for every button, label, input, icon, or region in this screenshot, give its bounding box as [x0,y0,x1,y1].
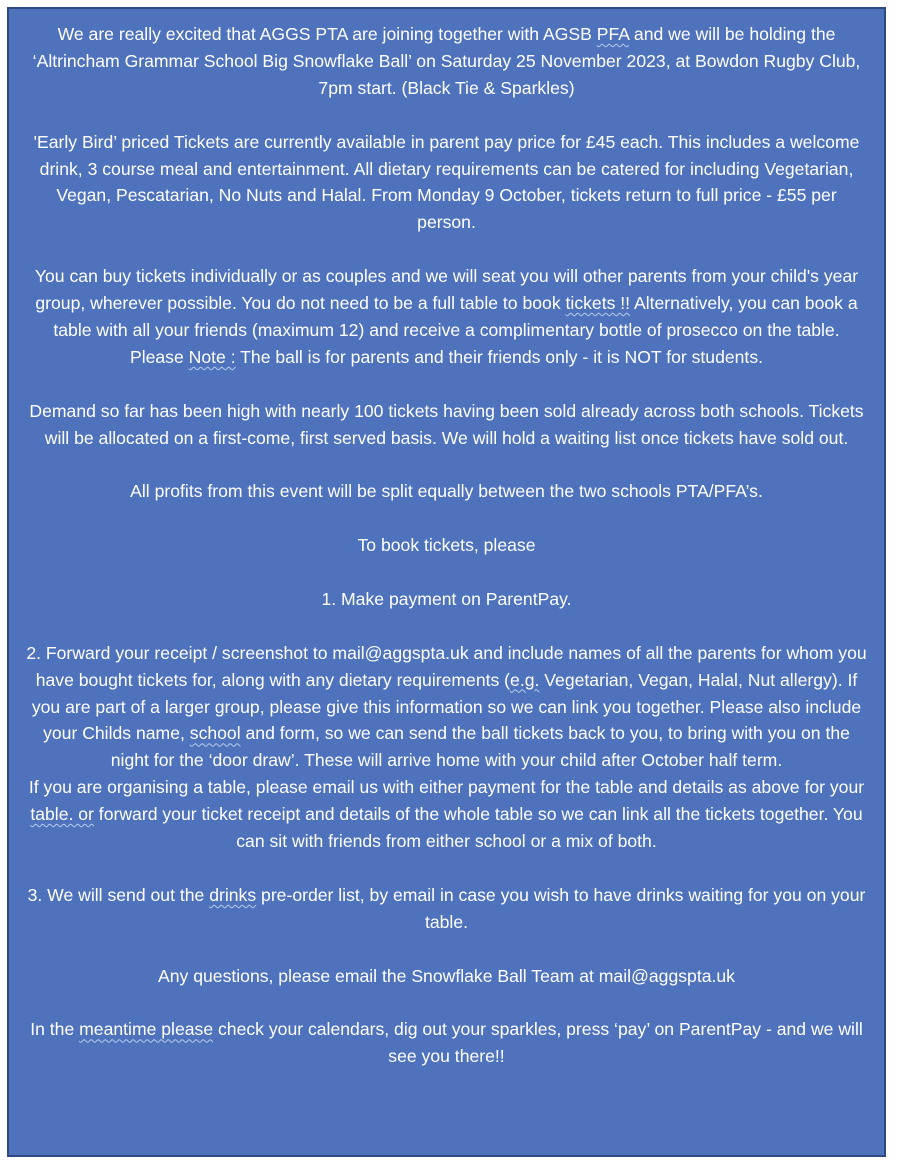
closing-paragraph [25,1016,868,1070]
step-2-school-word: school [189,723,241,744]
seating-text-2: Alternatively, you can book a table with all your friends (maximum 12) and receive a complimentary bottle of prosecco on the table. [53,293,858,340]
seating-text-1: You can buy tickets individually or as couples and we will seat you will other parents from your child's year group, wherever possible. You do not need to be a full table to book [34,266,859,314]
to-book-heading: To book tickets, please [357,535,536,556]
step-3-text-2: pre-order list, by email in case you wish to have drinks waiting for you on your table. [256,884,866,932]
step-2-text-3: and form, so we can send the ball tickets back to you, to bring with you on the night for the ‘door draw’. These will arrive home with your child after October half term. [110,723,850,771]
note-line [25,344,868,371]
intro-pfa-word: PFA [596,24,630,44]
demand-paragraph: Demand so far has been high with nearly 100 tickets having been sold already across both schools. Tickets will be allocated on a first-come, first served basis. We will hold a waiting list once tickets have sold out. [29,400,864,448]
table-text-1: If you are organising a table, please email us with either payment for the table and details as above for your [28,777,865,798]
profits-paragraph: All profits from this event will be split equally between the two schools PTA/PFA’s. [130,481,763,502]
seating-paragraph [25,263,868,371]
early-bird-paragraph: 'Early Bird’ priced Tickets are currently available in parent pay price for £45 each. This includes a welcome drink, 3 course meal and entertainment. All dietary requirements can be catered for including Vegetarian, Vegan, Pescatarian, No Nuts and Halal. From Monday 9 October, tickets return to full price - £55 per person. [33,131,860,233]
step-2 [25,640,868,855]
step-2-text-2: Vegetarian, Vegan, Halal, Nut allergy). If you are part of a larger group, please give this information so we can link you together. Please also include your Childs name, [31,669,862,744]
step-2-eg-word: e.g. [510,669,540,690]
step-2-text-1: 2. Forward your receipt / screenshot to mail@aggspta.uk and include names of all the parents for whom you have bought tickets for, along with any dietary requirements ( [26,642,867,690]
intro-text-1: We are really excited that AGGS PTA are joining together with AGSB [57,24,597,44]
table-word: table. or [30,804,94,825]
step-3-drinks-word: drinks [209,884,257,905]
step-3-text-1: 3. We will send out the [27,884,210,905]
table-line [25,774,868,855]
step-3 [25,882,868,936]
table-text-2: forward your ticket receipt and details of the whole table so we can link all the tickets together. You can sit with friends from either school or a mix of both. [93,804,863,852]
note-text: The ball is for parents and their friends only - it is NOT for students. [235,346,764,367]
closing-text-2: check your calendars, dig out your sparkles, press ‘pay’ on ParentPay - and we will see you there!! [213,1019,863,1067]
intro-paragraph [25,21,868,102]
note-prefix: Please [129,346,189,367]
intro-text-2: and we will be holding the ‘Altrincham Grammar School Big Snowflake Ball’ on Saturday 25 November 2023, at Bowdon Rugby Club, 7pm start. (Black Tie & Sparkles) [32,24,861,98]
seating-tickets-word: tickets !! [565,293,631,314]
step-1: 1. Make payment on ParentPay. [321,588,572,609]
flyer-panel [7,7,886,1157]
closing-text-1: In the [30,1019,80,1040]
closing-meantime-word: meantime please [79,1019,214,1040]
note-word: Note : [188,346,236,367]
questions-paragraph: Any questions, please email the Snowflake Ball Team at mail@aggspta.uk [158,965,735,986]
